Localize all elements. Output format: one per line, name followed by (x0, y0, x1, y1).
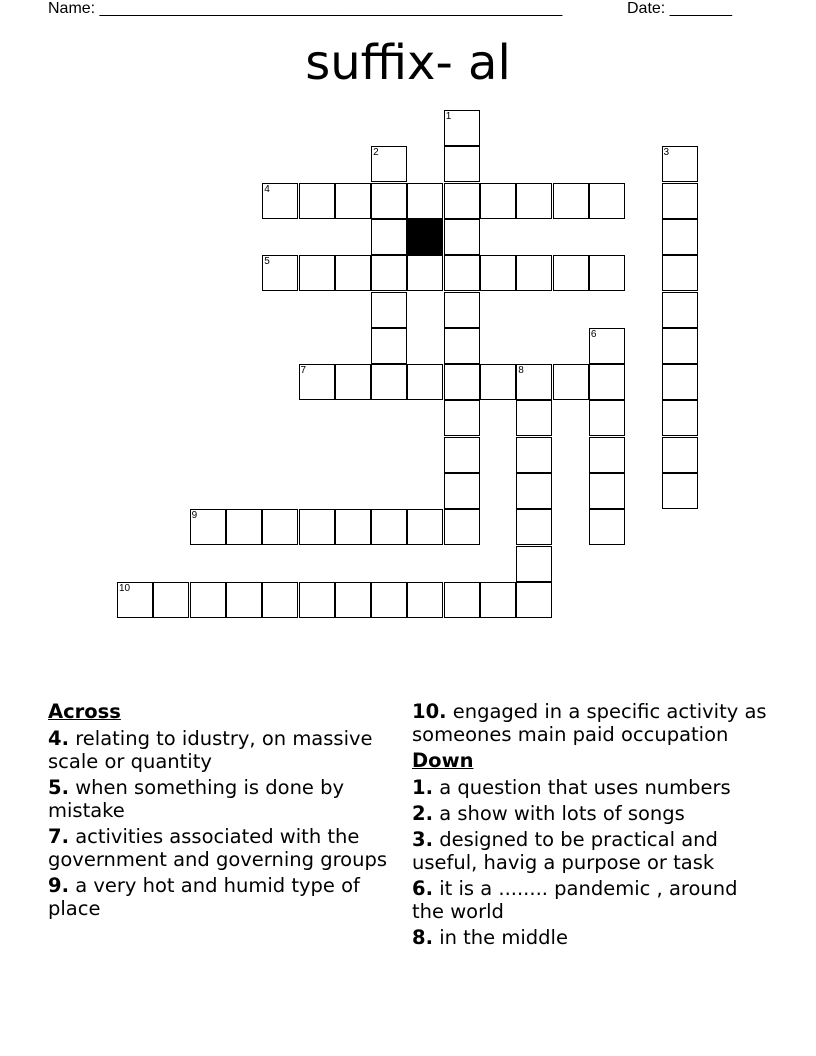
clue-number: 9. (48, 874, 69, 897)
grid-cell[interactable] (444, 292, 480, 328)
grid-cell[interactable] (444, 400, 480, 436)
grid-cell[interactable] (444, 582, 480, 618)
down-clue-2 (412, 802, 772, 825)
clue-text: engaged in a specific activity as someones main paid occupation (412, 700, 767, 746)
grid-cell[interactable] (662, 473, 698, 509)
grid-cell[interactable] (371, 292, 407, 328)
grid-cell[interactable] (662, 146, 698, 182)
grid-cell[interactable] (371, 328, 407, 364)
grid-cell[interactable] (480, 582, 516, 618)
grid-cell[interactable] (662, 400, 698, 436)
grid-cell[interactable] (516, 183, 552, 219)
clue-text: a very hot and humid type of place (48, 874, 360, 920)
grid-cell[interactable] (444, 219, 480, 255)
grid-cell[interactable] (371, 255, 407, 291)
grid-cell[interactable] (662, 328, 698, 364)
clue-number: 5. (48, 776, 69, 799)
clue-number: 10. (412, 700, 447, 723)
cell-number: 9 (191, 510, 198, 522)
clue-number: 6. (412, 877, 433, 900)
clue-number: 4. (48, 727, 69, 750)
grid-cell[interactable] (662, 219, 698, 255)
grid-cell[interactable] (516, 400, 552, 436)
clue-text: activities associated with the government and governing groups (48, 825, 387, 871)
grid-cell[interactable] (190, 509, 226, 545)
grid-cell[interactable] (335, 255, 371, 291)
grid-cell[interactable] (444, 364, 480, 400)
grid-cell[interactable] (516, 509, 552, 545)
grid-cell[interactable] (262, 582, 298, 618)
grid-cell[interactable] (516, 473, 552, 509)
grid-cell[interactable] (589, 255, 625, 291)
grid-cell[interactable] (262, 183, 298, 219)
grid-cell[interactable] (662, 364, 698, 400)
clue-text: a question that uses numbers (439, 776, 731, 799)
grid-cell[interactable] (589, 509, 625, 545)
down-clue-6 (412, 877, 772, 923)
clue-text: it is a ........ pandemic , around the world (412, 877, 738, 923)
grid-cell[interactable] (371, 146, 407, 182)
grid-cell[interactable] (226, 509, 262, 545)
grid-cell[interactable] (444, 328, 480, 364)
clue-text: a show with lots of songs (439, 802, 685, 825)
grid-cell[interactable] (589, 183, 625, 219)
clue-number: 1. (412, 776, 433, 799)
cell-number: 7 (300, 365, 307, 377)
cell-number: 4 (264, 183, 270, 195)
grid-cell[interactable] (262, 255, 298, 291)
clue-number: 7. (48, 825, 69, 848)
cell-number: 6 (590, 328, 597, 340)
grid-cell[interactable] (371, 582, 407, 618)
grid-cell[interactable] (444, 110, 480, 146)
across-clue-9 (48, 874, 408, 920)
clue-text: in the middle (439, 926, 568, 949)
grid-cell[interactable] (371, 183, 407, 219)
grid-cell[interactable] (371, 509, 407, 545)
grid-cell[interactable] (589, 400, 625, 436)
cell-number: 8 (518, 365, 524, 377)
grid-cell[interactable] (262, 509, 298, 545)
cell-number: 3 (663, 147, 670, 159)
across-clue-5 (48, 776, 408, 822)
grid-cell[interactable] (516, 364, 552, 400)
grid-cell[interactable] (662, 292, 698, 328)
grid-cell[interactable] (589, 364, 625, 400)
grid-cell[interactable] (407, 183, 443, 219)
clue-number: 2. (412, 802, 433, 825)
grid-cell[interactable] (299, 255, 335, 291)
cell-number: 10 (119, 582, 131, 594)
down-clue-1 (412, 776, 772, 799)
down-clue-3 (412, 828, 772, 874)
grid-cell[interactable] (589, 328, 625, 364)
cell-number: 1 (445, 111, 452, 122)
grid-cell[interactable] (226, 582, 262, 618)
grid-cell[interactable] (662, 183, 698, 219)
grid-cell[interactable] (516, 546, 552, 582)
grid-cell[interactable] (371, 219, 407, 255)
grid-cell[interactable] (335, 364, 371, 400)
grid-cell[interactable] (589, 437, 625, 473)
grid-cell[interactable] (444, 437, 480, 473)
grid-cell[interactable] (516, 582, 552, 618)
clue-number: 8. (412, 926, 433, 949)
across-clue-10 (412, 700, 772, 746)
grid-cell[interactable] (444, 509, 480, 545)
grid-cell[interactable] (299, 183, 335, 219)
grid-cell[interactable] (444, 473, 480, 509)
grid-cell[interactable] (335, 509, 371, 545)
puzzle-title: suffix- al (305, 35, 511, 91)
cell-number: 2 (373, 147, 379, 159)
grid-cell[interactable] (153, 582, 189, 618)
grid-cell[interactable] (444, 255, 480, 291)
down-clue-8 (412, 926, 772, 949)
grid-cell[interactable] (662, 437, 698, 473)
grid-cell[interactable] (553, 255, 589, 291)
name-field-line: Name: ____________________________________________________ (48, 0, 563, 17)
cell-number: 5 (264, 256, 270, 268)
black-cell (407, 219, 443, 255)
grid-cell[interactable] (407, 255, 443, 291)
down-heading: Down (412, 749, 474, 772)
grid-cell[interactable] (299, 364, 335, 400)
across-heading: Across (48, 700, 121, 723)
grid-cell[interactable] (190, 582, 226, 618)
grid-cell[interactable] (117, 582, 153, 618)
grid-cell[interactable] (335, 183, 371, 219)
grid-cell[interactable] (553, 364, 589, 400)
grid-cell[interactable] (480, 255, 516, 291)
grid-cell[interactable] (335, 582, 371, 618)
grid-cell[interactable] (407, 509, 443, 545)
clue-text: designed to be practical and useful, havig a purpose or task (412, 828, 718, 874)
grid-cell[interactable] (516, 437, 552, 473)
grid-cell[interactable] (444, 146, 480, 182)
grid-cell[interactable] (480, 364, 516, 400)
grid-cell[interactable] (480, 183, 516, 219)
grid-cell[interactable] (444, 183, 480, 219)
grid-cell[interactable] (553, 183, 589, 219)
grid-cell[interactable] (407, 364, 443, 400)
across-clue-4 (48, 727, 408, 773)
clue-number: 3. (412, 828, 433, 851)
grid-cell[interactable] (589, 473, 625, 509)
date-field-line: Date: _______ (627, 0, 732, 17)
grid-cell[interactable] (371, 364, 407, 400)
clues-left-column (48, 700, 408, 923)
clue-text: relating to idustry, on massive scale or quantity (48, 727, 373, 773)
across-clue-7 (48, 825, 408, 871)
clue-text: when something is done by mistake (48, 776, 345, 822)
grid-cell[interactable] (299, 509, 335, 545)
grid-cell[interactable] (516, 255, 552, 291)
grid-cell[interactable] (662, 255, 698, 291)
grid-cell[interactable] (299, 582, 335, 618)
clues-right-column (412, 700, 772, 952)
grid-cell[interactable] (407, 582, 443, 618)
